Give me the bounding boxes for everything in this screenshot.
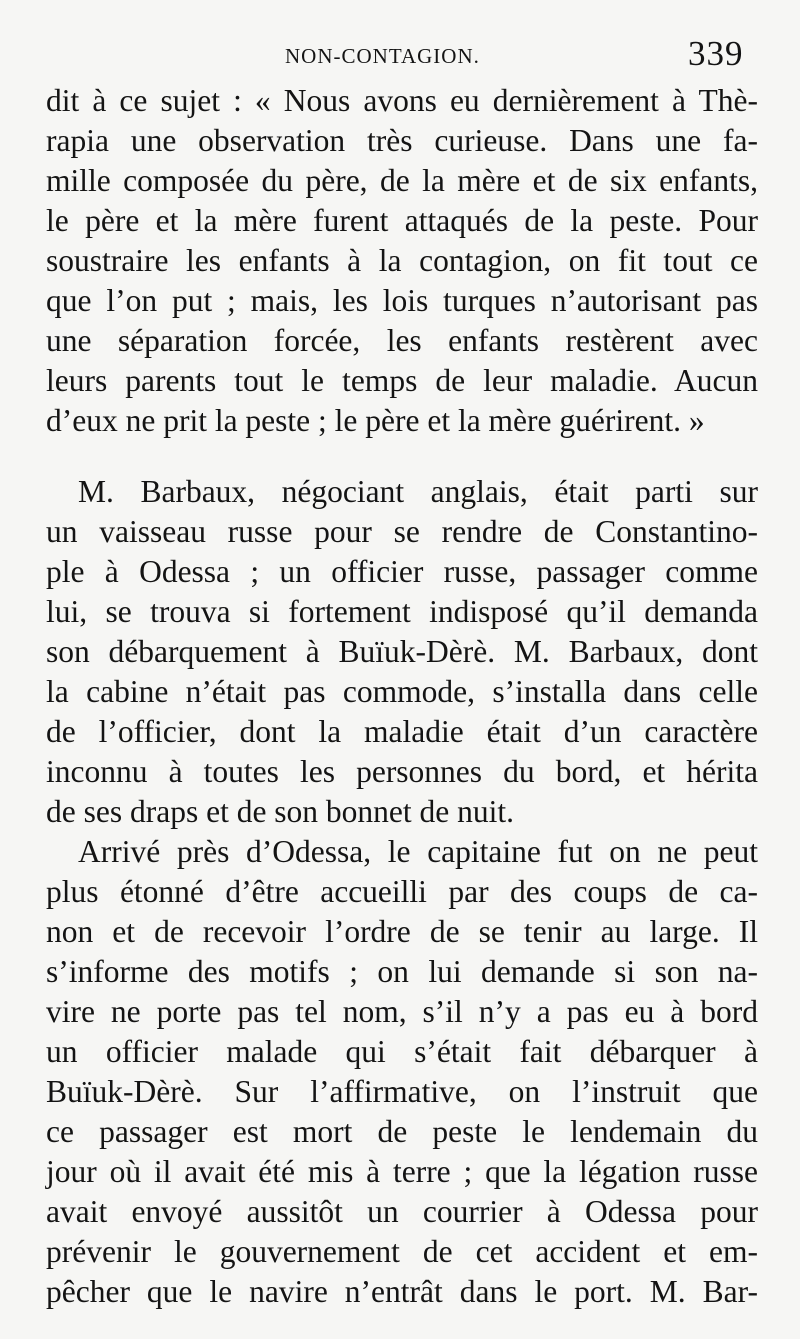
text-line: un vaisseau russe pour se rendre de Constantino- — [46, 514, 758, 549]
text-line: vire ne porte pas tel nom, s’il n’y a pas eu à bord — [46, 994, 758, 1029]
text-line: le père et la mère furent attaqués de la peste. Pour — [46, 203, 758, 238]
text-line: un officier malade qui s’était fait débarquer à — [46, 1034, 758, 1069]
text-line: Buïuk-Dèrè. Sur l’affirmative, on l’instruit que — [46, 1074, 758, 1109]
text-line: plus étonné d’être accueilli par des coups de ca- — [46, 874, 758, 909]
page-number: 339 — [688, 34, 744, 73]
text-line: son débarquement à Buïuk-Dèrè. M. Barbaux, dont — [46, 634, 758, 669]
text-line: leurs parents tout le temps de leur maladie. Aucun — [46, 363, 758, 398]
text-line: mille composée du père, de la mère et de six enfants, — [46, 163, 758, 198]
text-line: Arrivé près d’Odessa, le capitaine fut on ne peut — [78, 834, 758, 869]
text-line: M. Barbaux, négociant anglais, était parti sur — [78, 474, 758, 509]
text-line: soustraire les enfants à la contagion, on fit tout ce — [46, 243, 758, 278]
text-line: que l’on put ; mais, les lois turques n’autorisant pas — [46, 283, 758, 318]
text-line: prévenir le gouvernement de cet accident et em- — [46, 1234, 758, 1269]
text-line: jour où il avait été mis à terre ; que la légation russe — [46, 1154, 758, 1189]
text-line: d’eux ne prit la peste ; le père et la mère guérirent. » — [46, 403, 705, 438]
text-line: ce passager est mort de peste le lendemain du — [46, 1114, 758, 1149]
text-line: pêcher que le navire n’entrât dans le port. M. Bar- — [46, 1274, 758, 1309]
text-line: s’informe des motifs ; on lui demande si son na- — [46, 954, 758, 989]
running-title: NON-CONTAGION. — [285, 44, 480, 68]
text-line: la cabine n’était pas commode, s’installa dans celle — [46, 674, 758, 709]
text-line: avait envoyé aussitôt un courrier à Odessa pour — [46, 1194, 758, 1229]
text-line: dit à ce sujet : « Nous avons eu dernièrement à Thè- — [46, 83, 758, 118]
text-line: de l’officier, dont la maladie était d’un caractère — [46, 714, 758, 749]
text-line: de ses draps et de son bonnet de nuit. — [46, 794, 515, 829]
text-line: lui, se trouva si fortement indisposé qu’il demanda — [46, 594, 758, 629]
show-through-shadow — [120, 440, 720, 470]
text-line: rapia une observation très curieuse. Dans une fa- — [46, 123, 758, 158]
text-line: une séparation forcée, les enfants restèrent avec — [46, 323, 758, 358]
text-line: inconnu à toutes les personnes du bord, et hérita — [46, 754, 758, 789]
text-line: non et de recevoir l’ordre de se tenir au large. Il — [46, 914, 758, 949]
text-line: ple à Odessa ; un officier russe, passager comme — [46, 554, 758, 589]
